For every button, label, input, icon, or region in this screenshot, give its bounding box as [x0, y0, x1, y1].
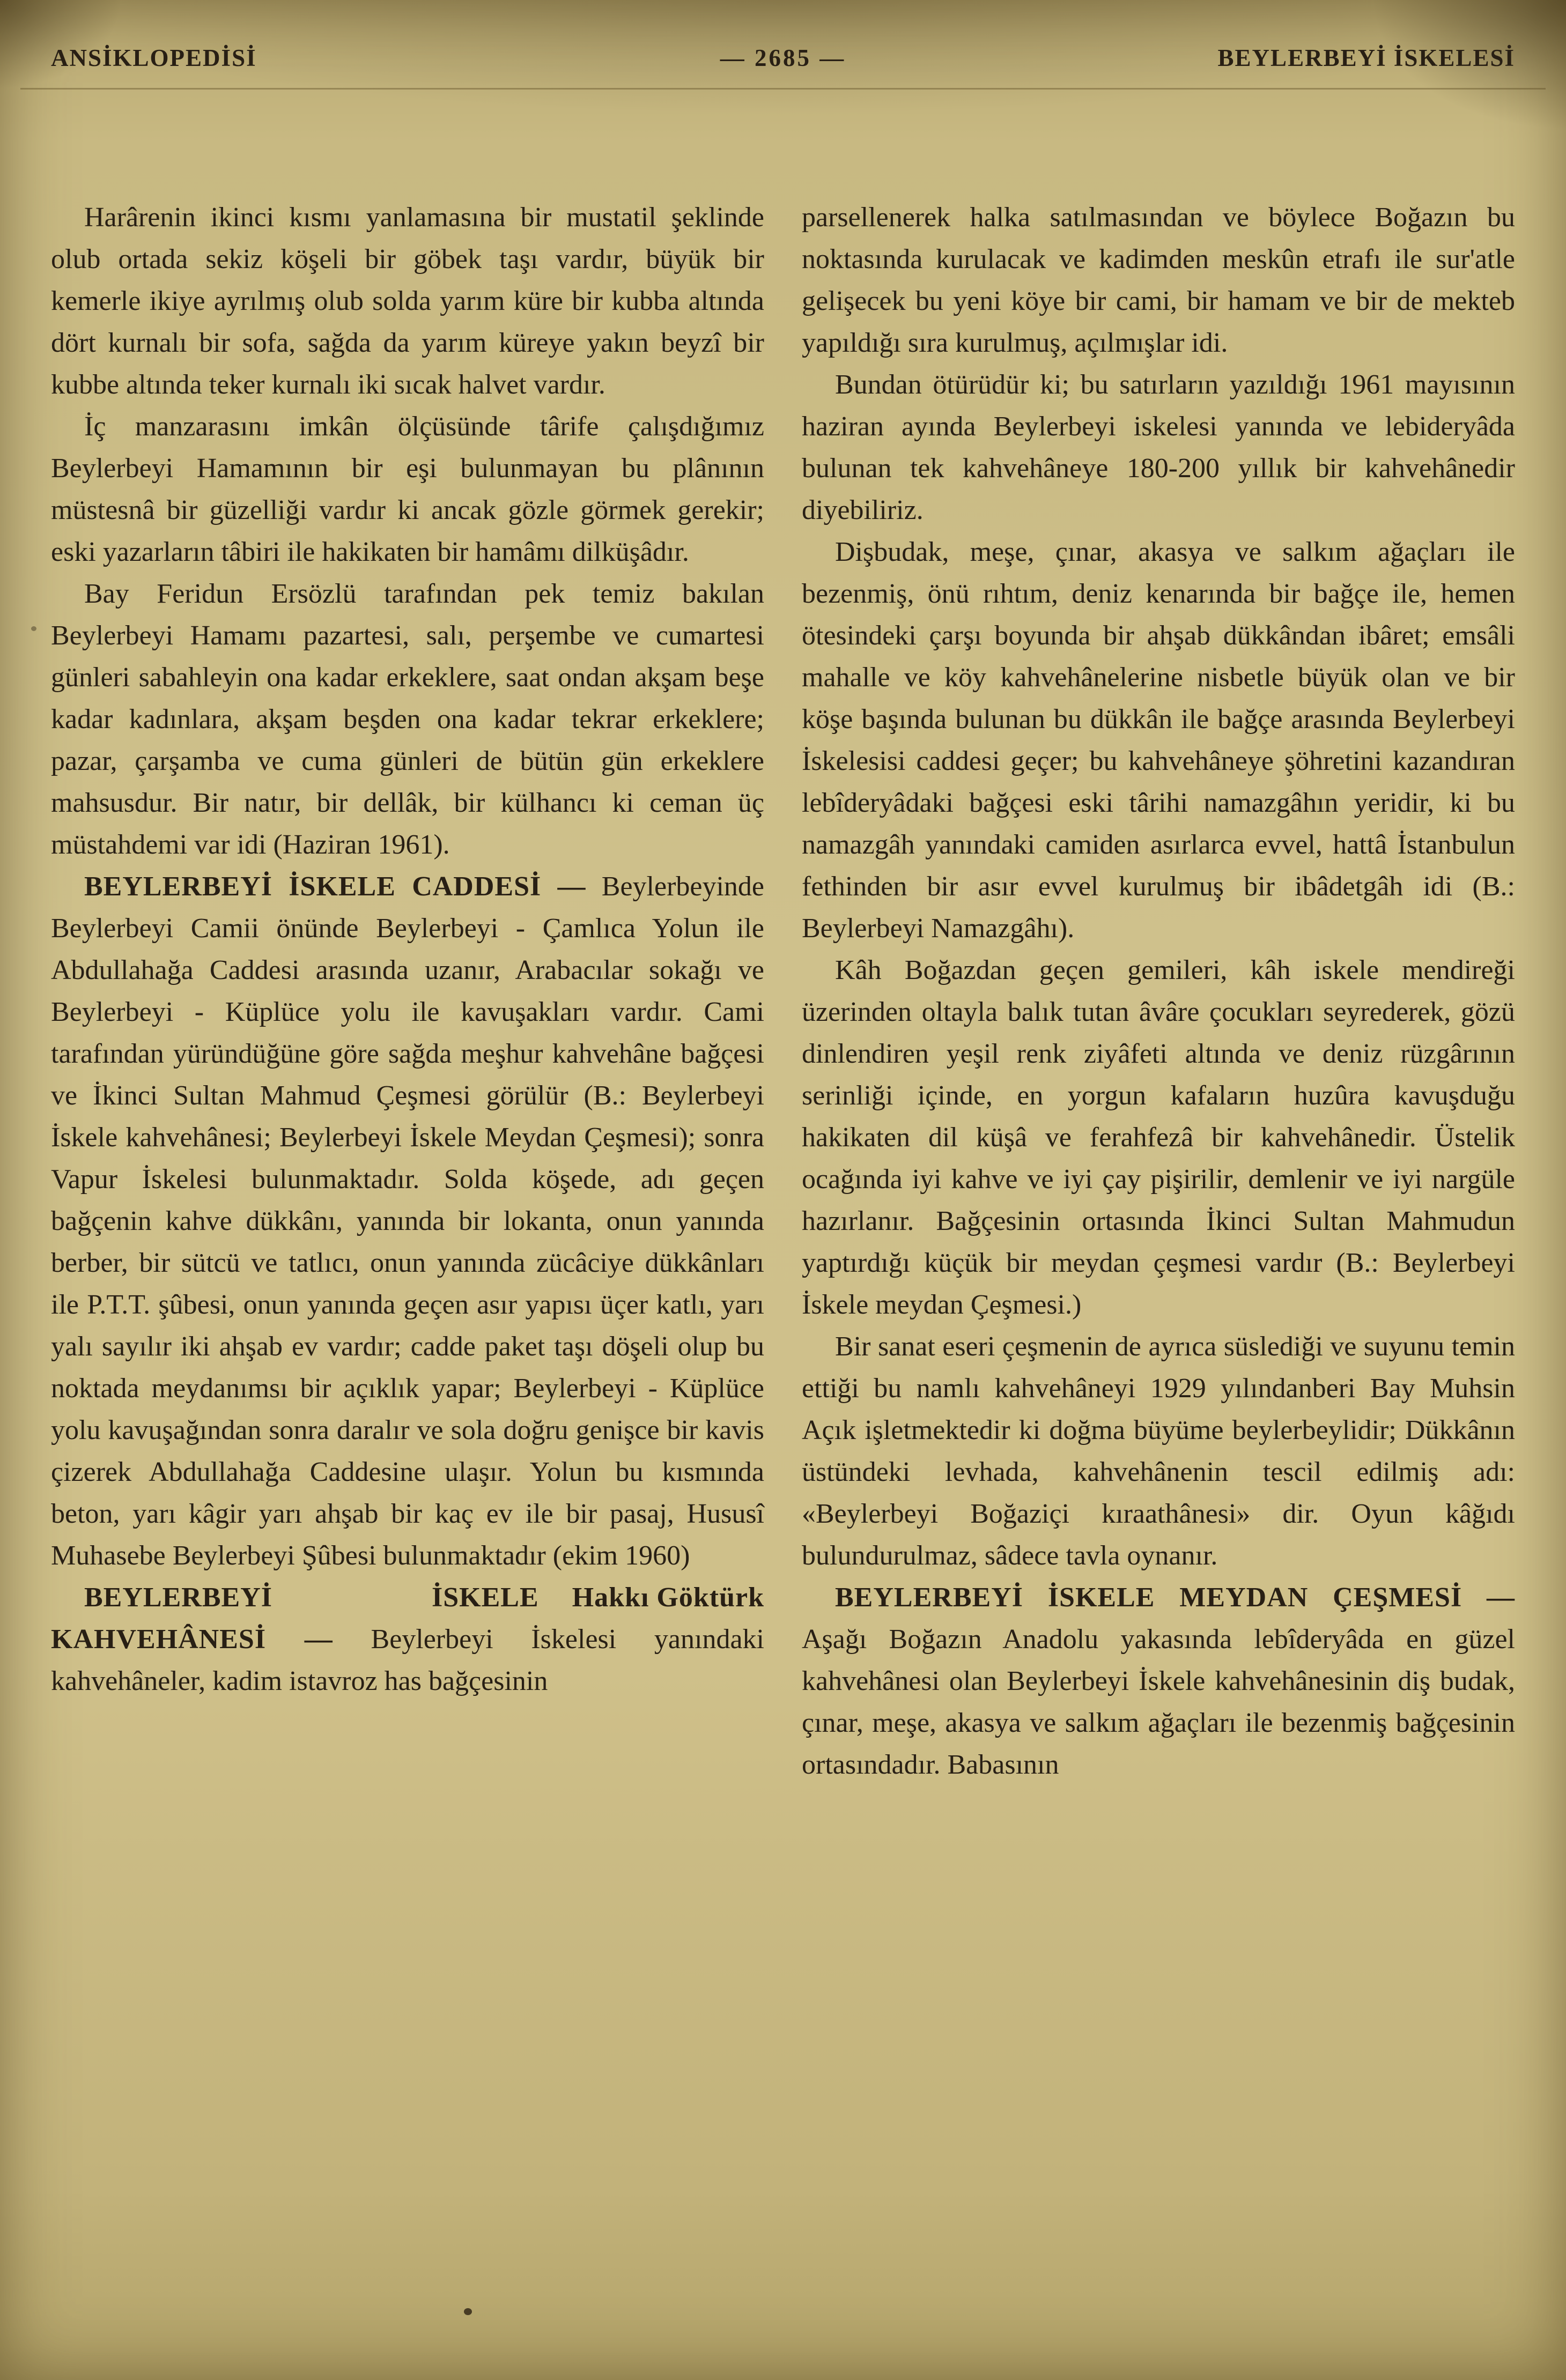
paragraph [51, 406, 764, 573]
paragraph-text: Aşağı Boğazın Anadolu yakasında lebîderyâda en güzel kahvehânesi olan Beylerbeyi İskele kahvehânesinin diş budak, çınar, meşe, akasya ve salkım ağaçları ile bezenmiş bağçesinin ortasındadır. Babasının [802, 1624, 1515, 1780]
author-signature: Hakkı Göktürk [572, 1582, 764, 1613]
entry-title: BEYLERBEYİ İSKELE CADDESİ — [84, 871, 586, 902]
paragraph [802, 950, 1515, 1326]
column-right [802, 197, 1515, 1786]
column-left [51, 197, 764, 1786]
paragraph-text: Harârenin ikinci kısmı yanlamasına bir mustatil şeklinde olub ortada sekiz köşeli bir göbek taşı vardır, büyük bir kemerle ikiye ayrılmış olub solda yarım küre bir kubba altında dört kurnalı bir sofa, sağda da yarım küreye yakın beyzî bir kubbe altında teker kurnalı iki sıcak halvet vardır. [51, 202, 764, 400]
paragraph [802, 531, 1515, 950]
entry-title: BEYLERBEYİ İSKELE MEYDAN ÇEŞMESİ — [835, 1582, 1515, 1613]
entry-title: BEYLERBEYİ İSKELE KAHVEHÂNESİ — [51, 1582, 539, 1655]
running-title-right: BEYLERBEYİ İSKELESİ [1217, 45, 1515, 71]
page-number: — 2685 — [720, 45, 846, 71]
paragraph-text: Beylerbeyinde Beylerbeyi Camii önünde Beylerbeyi - Çamlıca Yolun ile Abdullahağa Caddesi arasında uzanır, Arabacılar sokağı ve Beylerbeyi - Küplüce yolu ile kavuşakları vardır. Cami tarafından yüründüğüne göre sağda meşhur kahvehâne bağçesi ve İkinci Sultan Mahmud Çeşmesi görülür (B.: Beylerbeyi İskele kahvehânesi; Beylerbeyi İskele Meydan Çeşmesi); sonra Vapur İskelesi bulunmaktadır. Solda köşede, adı geçen bağçenin kahve dükkânı, yanında bir lokanta, onun yanında berber, bir sütcü ve tatlıcı, onun yanında zücâciye dükkânları ile P.T.T. şûbesi, onun yanında geçen asır yapısı üçer katlı, yarı yalı sayılır iki ahşab ev vardır; cadde paket taşı döşeli olup bu noktada meydanımsı bir açıklık yapar; Beylerbeyi - Küplüce yolu kavuşağından sonra daralır ve sola doğru genişce bir kavis çizerek Abdullahağa Caddesine ulaşır. Yolun bu kısmında beton, yarı kâgir yarı ahşab bir kaç ev ile bir pasaj, Hususî Muhasebe Beylerbeyi Şûbesi bulunmaktadır (ekim 1960) [51, 871, 765, 1571]
ink-speck [464, 2308, 472, 2315]
paragraph [802, 1326, 1515, 1577]
paragraph-text: Bir sanat eseri çeşmenin de ayrıca süslediği ve suyunu temin ettiği bu namlı kahvehâneyi 1929 yılındanberi Bay Muhsin Açık işletmektedir ki doğma büyüme beylerbeylidir; Dükkânın üstündeki levhada, kahvehânenin tescil edilmiş adı: «Beylerbeyi Boğaziçi kıraathânesi» dir. Oyun kâğıdı bulundurulmaz, sâdece tavla oynanır. [802, 1331, 1515, 1571]
paragraph-text: İç manzarasını imkân ölçüsünde târife çalışdığımız Beylerbeyi Hamamının bir eşi bulunmayan bu plânının müstesnâ bir güzelliği vardır ki ancak gözle görmek gerekir; eski yazarların tâbiri ile hakikaten bir hamâmı dilküşâdır. [51, 411, 764, 567]
entry-paragraph [51, 866, 765, 1613]
paragraph [802, 364, 1515, 531]
paragraph-text: parsellenerek halka satılmasından ve böylece Boğazın bu noktasında kurulacak ve kadimden meskûn etrafı ile sur'atle gelişecek bu yeni köye bir cami, bir hamam ve bir de mekteb yapıldığı sıra kurulmuş, açılmışlar idi. [802, 202, 1515, 358]
paragraph-text: Kâh Boğazdan geçen gemileri, kâh iskele mendireği üzerinden oltayla balık tutan âvâre çocukları seyrederek, gözü dinlendiren yeşil renk ziyâfeti altında ve deniz rüzgârının serinliği içinde, en yorgun kafaların huzûra kavuşduğu hakikaten dil küşâ ve ferahfezâ bir kahvehânedir. Üstelik ocağında iyi kahve ve iyi çay pişirilir, demlenir ve iyi nargüle hazırlanır. Bağçesinin ortasında İkinci Sultan Mahmudun yaptırdığı küçük bir meydan çeşmesi vardır (B.: Beylerbeyi İskele meydan Çeşmesi.) [802, 955, 1515, 1320]
page-header [0, 0, 1566, 88]
paragraph-text: Bundan ötürüdür ki; bu satırların yazıldığı 1961 mayısının haziran ayında Beylerbeyi iskelesi yanında ve lebideryâda bulunan tek kahvehâneye 180-200 yıllık bir kahvehânedir diyebiliriz. [802, 369, 1515, 525]
running-title-left: ANSİKLOPEDİSİ [51, 45, 257, 71]
entry-paragraph [802, 1577, 1515, 1786]
page-body [0, 90, 1566, 1786]
paragraph [802, 197, 1515, 364]
paragraph [51, 573, 764, 866]
paragraph [51, 197, 764, 406]
paragraph-text: Bay Feridun Ersözlü tarafından pek temiz bakılan Beylerbeyi Hamamı pazartesi, salı, perşembe ve cumartesi günleri sabahleyin ona kadar erkeklere, saat ondan akşam beşe kadar kadınlara, akşam beşden ona kadar tekrar erkeklere; pazar, çarşamba ve cuma günleri de bütün gün erkeklere mahsusdur. Bir natır, bir dellâk, bir külhancı ki ceman üç müstahdemi var idi (Haziran 1961). [51, 579, 764, 860]
paragraph-text: Beylerbeyi İskelesi yanındaki kahvehâneler, kadim istavroz has bağçesinin [51, 1624, 764, 1696]
ink-speck [31, 626, 36, 631]
paragraph-text: Dişbudak, meşe, çınar, akasya ve salkım ağaçları ile bezenmiş, önü rıhtım, deniz kenarında bir bağçe ile, hemen ötesindeki çarşı boyunda bir ahşab dükkândan ibâret; emsâli mahalle ve köy kahvehânelerine nisbetle büyük olan ve bir köşe başında bulunan bu dükkân ile bağçe arasında Beylerbeyi İskelesisi caddesi geçer; bu kahvehâneye şöhretini kazandıran lebîderyâdaki bağçesi eski târihi namazgâhın yeridir, ki bu namazgâh yanındaki camiden asırlarca evvel, hattâ İstanbulun fethinden bir asır evvel kurulmuş bir ibâdetgâh idi (B.: Beylerbeyi Namazgâhı). [802, 537, 1515, 944]
